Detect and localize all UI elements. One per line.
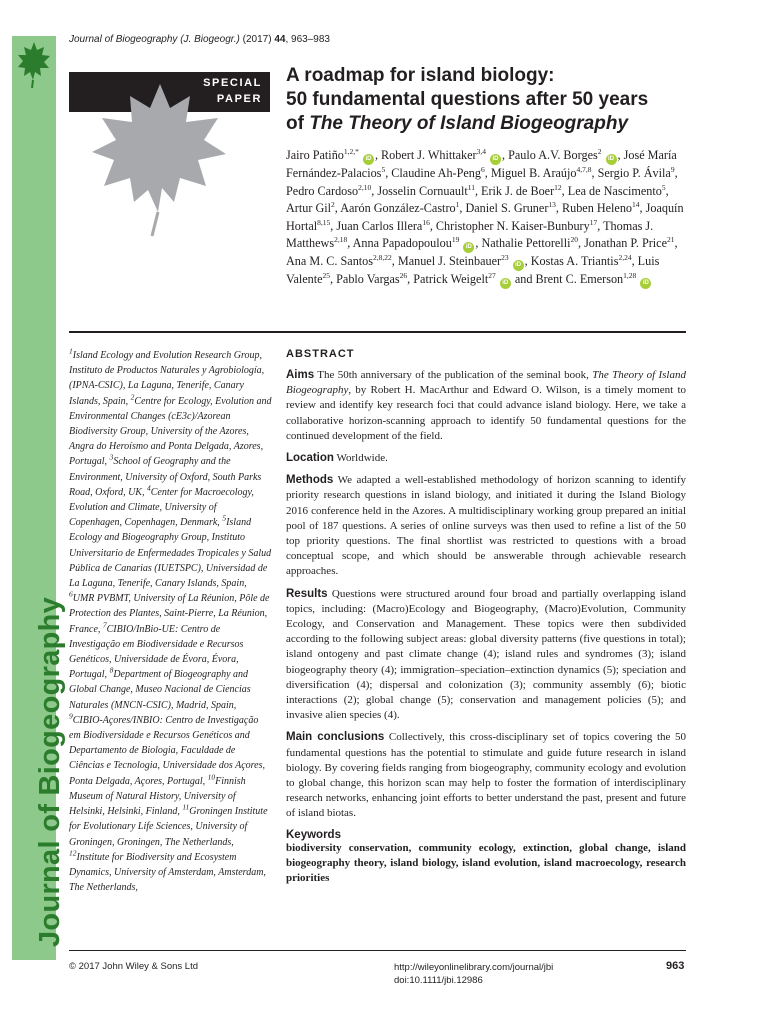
location-label: Location bbox=[286, 452, 334, 465]
author-affiliation-marker: 1 bbox=[455, 200, 460, 210]
author-name: Luis Valente bbox=[286, 254, 660, 287]
article-title bbox=[286, 64, 706, 136]
doi-link[interactable]: doi:10.1111/jbi.12986 bbox=[394, 975, 483, 986]
author-affiliation-marker: 3,4 bbox=[476, 146, 486, 156]
author-name: Anna Papadopoulou bbox=[352, 236, 452, 251]
affiliation-number: 6 bbox=[69, 589, 73, 599]
abstract-aims bbox=[286, 368, 686, 444]
footer-divider bbox=[69, 950, 686, 951]
orcid-icon[interactable]: iD bbox=[363, 154, 374, 165]
author-separator: and bbox=[511, 272, 536, 287]
citation-pages: , 963–983 bbox=[285, 34, 330, 45]
author-affiliation-marker: 16 bbox=[422, 217, 430, 227]
author-affiliation-marker: 19 bbox=[451, 235, 460, 245]
affiliation-text: CIBIO-Açores/INBIO: Centro de Investigação em Biodiversidade e Recursos Genéticos and Departamento de Biologia, Faculdade de Ciências e Tecnologia, Universidade dos Açores, Ponta Delgada, Açores, Portugal, bbox=[69, 714, 265, 787]
author-name: Robert J. Whittaker bbox=[381, 148, 477, 162]
abstract-methods bbox=[286, 473, 686, 579]
author-affiliation-marker: 8,15 bbox=[317, 217, 331, 227]
orcid-icon[interactable]: iD bbox=[500, 278, 511, 289]
author-affiliation-marker: 9 bbox=[670, 164, 675, 174]
author-affiliation-marker: 11 bbox=[467, 182, 475, 192]
copyright-notice: © 2017 John Wiley & Sons Ltd bbox=[69, 961, 198, 972]
author-separator: , bbox=[674, 166, 678, 180]
affiliation-number: 4 bbox=[146, 483, 151, 493]
author-name: Pablo Vargas bbox=[336, 272, 400, 287]
journal-url-link[interactable]: http://wileyonlinelibrary.com/journal/jbi bbox=[394, 962, 554, 973]
results-label: Results bbox=[286, 587, 328, 600]
keywords-list: biodiversity conservation, community ecology, extinction, global change, island biogeography theory, island biology, island evolution, island macroecology, research priorities bbox=[286, 841, 686, 885]
footer-links bbox=[394, 961, 553, 987]
affiliation-text: UMR PVBMT, University of La Réunion, Pôle de Protection des Plantes, Saint-Pierre, La Réunion, France, bbox=[69, 593, 270, 635]
abstract-section bbox=[286, 348, 686, 886]
aims-label: Aims bbox=[286, 369, 315, 381]
orcid-icon[interactable]: iD bbox=[490, 154, 501, 165]
author-affiliation-marker: 14 bbox=[632, 200, 640, 210]
author-affiliation-marker: 12 bbox=[554, 182, 562, 192]
author-name: Miguel B. Araújo bbox=[490, 166, 577, 180]
location-text: Worldwide. bbox=[333, 452, 388, 465]
affiliation-text: Island Ecology and Biogeography Group, Instituto Universitario de Enfermedades Tropicales y Salud Pública de Canarias (IUETSPC), Universidad de La Laguna, Tenerife, Canary Islands, Spain, bbox=[69, 517, 272, 590]
citation-year: (2017) bbox=[242, 34, 272, 45]
affiliation-text: Institute for Biodiversity and Ecosystem Dynamics, University of Amsterdam, Amsterdam, The Netherlands, bbox=[69, 851, 266, 894]
author-separator: , bbox=[330, 218, 337, 233]
author-affiliation-marker: 1,28 bbox=[623, 271, 637, 281]
author-affiliation-marker: 6 bbox=[481, 164, 485, 174]
author-name: Daniel S. Gruner bbox=[465, 201, 549, 216]
title-line-3-italic: The Theory of Island Biogeography bbox=[309, 113, 629, 134]
author-separator: , bbox=[665, 183, 669, 198]
affiliation-number: 11 bbox=[182, 802, 190, 812]
methods-text: We adapted a well-established methodology of horizon scanning to identify priority research questions in island biology, and initiated it during the Island Biology 2016 conference held in the Azores. A multidisciplinary working group prepared an initial pool of 187 questions. A series of online surveys was then used to refine a list of the 50 top priority questions. The final shortlist was restricted to questions with a broad conceptual scope, and which should be answerable through achievable research approaches. bbox=[286, 474, 686, 578]
author-separator: , bbox=[577, 236, 585, 251]
affiliation-text: School of Geography and the Environment, University of Oxford, South Parks Road, Oxford, UK, bbox=[69, 456, 262, 498]
affiliation-number: 9 bbox=[69, 711, 73, 721]
author-separator: , bbox=[631, 254, 638, 269]
affiliation-number: 7 bbox=[102, 620, 107, 630]
author-name: Lea de Nascimento bbox=[567, 183, 662, 198]
author-name: Christopher N. Kaiser-Bunbury bbox=[435, 218, 590, 233]
author-name: Thomas J. Matthews bbox=[286, 218, 654, 251]
author-affiliation-marker: 13 bbox=[548, 200, 556, 210]
author-name: Manuel J. Steinbauer bbox=[397, 254, 502, 269]
aims-text-1: The 50th anniversary of the publication of the seminal book, bbox=[314, 369, 593, 381]
author-name: José María Fernández-Palacios bbox=[286, 148, 677, 180]
abstract-heading: ABSTRACT bbox=[286, 348, 355, 360]
author-name: Ana M. C. Santos bbox=[286, 254, 374, 269]
author-name: Paulo A.V. Borges bbox=[508, 148, 598, 162]
author-name: Ruben Heleno bbox=[561, 201, 633, 216]
affiliation-number: 5 bbox=[222, 513, 227, 523]
special-paper-line1: SPECIAL bbox=[203, 77, 262, 89]
journal-citation bbox=[69, 34, 330, 45]
orcid-icon[interactable]: iD bbox=[463, 242, 474, 253]
author-separator: , bbox=[330, 272, 337, 287]
author-affiliation-marker: 2,24 bbox=[618, 253, 632, 263]
author-separator: , bbox=[555, 201, 562, 216]
sidebar-journal-title: Journal of Biogeography bbox=[34, 596, 66, 947]
author-separator: , bbox=[385, 166, 392, 180]
author-separator: , bbox=[475, 236, 482, 251]
author-name: Josselin Cornuault bbox=[377, 183, 468, 198]
author-name: Joaquín Hortal bbox=[286, 201, 684, 233]
title-line-1: A roadmap for island biology: bbox=[286, 65, 555, 86]
affiliation-text: Finnish Museum of Natural History, University of Helsinki, Helsinki, Finland, bbox=[69, 775, 246, 818]
abstract-conclusions bbox=[286, 730, 686, 821]
affiliation-number: 1 bbox=[69, 346, 73, 356]
leaf-logo-icon bbox=[16, 40, 52, 90]
author-name: Artur Gil bbox=[286, 201, 332, 216]
author-name: Juan Carlos Illera bbox=[336, 218, 423, 233]
author-affiliation-marker: 25 bbox=[322, 271, 331, 281]
author-separator: , bbox=[429, 218, 436, 233]
author-name: Pedro Cardoso bbox=[286, 183, 359, 198]
author-separator: , bbox=[674, 236, 678, 251]
title-line-2: 50 fundamental questions after 50 years bbox=[286, 89, 649, 110]
conclusions-label: Main conclusions bbox=[286, 731, 385, 744]
author-separator: , bbox=[474, 183, 482, 198]
affiliation-text: Centre for Ecology, Evolution and Environmental Changes (cE3c)/Azorean Biodiversity Group, University of the Azores, Angra do Heroísmo and Ponta Delgada, Azores, Portugal, bbox=[69, 395, 272, 468]
affiliation-text: Groningen Institute for Evolutionary Life Sciences, University of Groningen, Groningen, The Netherlands, bbox=[69, 806, 268, 848]
methods-label: Methods bbox=[286, 474, 334, 487]
affiliations-column bbox=[69, 348, 272, 895]
author-affiliation-marker: 2 bbox=[597, 146, 602, 156]
maple-leaf-icon bbox=[90, 78, 230, 238]
affiliation-text: Center for Macroecology, Evolution and Climate, University of Copenhagen, Copenhagen, Denmark, bbox=[69, 486, 254, 529]
affiliation-number: 2 bbox=[130, 392, 135, 402]
affiliation-number: 8 bbox=[109, 665, 114, 675]
author-separator: , bbox=[371, 183, 378, 198]
author-name: Patrick Weigelt bbox=[413, 272, 489, 287]
author-affiliation-marker: 5 bbox=[381, 164, 386, 174]
author-affiliation-marker: 2,10 bbox=[358, 182, 372, 192]
results-text: Questions were structured around four broad and partially overlapping island topics, including: (Macro)Ecology and Biogeography, (Macro)Evolution, Community Ecology, and Conservation and Management. These topics were then subdivided according to the following subject areas: global diversity patterns (five questions in total); island ontogeny and past climate change (4); island rules and syndromes (3); island biogeography theory (4); immigration–speciation–extinction dynamics (5); speciation and diversification (4); dispersal and colonization (3); community assembly (6); biotic interactions (2); global change (5); conservation and management policies (5); and invasive alien species (4). bbox=[286, 587, 686, 722]
author-separator: , bbox=[639, 201, 646, 216]
author-separator: , bbox=[347, 236, 353, 251]
author-list bbox=[286, 147, 686, 289]
author-separator: , bbox=[561, 183, 568, 198]
citation-journal: Journal of Biogeography bbox=[69, 34, 178, 45]
author-name: Nathalie Pettorelli bbox=[481, 236, 571, 251]
special-paper-line2: PAPER bbox=[216, 93, 262, 105]
author-separator: , bbox=[597, 218, 604, 233]
author-name: Erik J. de Boer bbox=[481, 183, 555, 198]
author-affiliation-marker: 2,8,22 bbox=[373, 253, 392, 263]
author-name: Brent C. Emerson bbox=[535, 272, 624, 287]
author-affiliation-marker: 27 bbox=[488, 271, 496, 281]
author-separator: , bbox=[591, 166, 598, 180]
author-affiliation-marker: 2,18 bbox=[334, 235, 348, 245]
author-separator: , bbox=[334, 201, 341, 216]
author-affiliation-marker: 17 bbox=[589, 217, 598, 227]
author-affiliation-marker: 21 bbox=[667, 235, 675, 245]
author-affiliation-marker: 2 bbox=[331, 200, 335, 210]
author-affiliation-marker: 1,2,* bbox=[343, 146, 359, 156]
orcid-icon[interactable]: iD bbox=[640, 278, 651, 289]
abstract-location bbox=[286, 451, 686, 466]
orcid-icon[interactable]: iD bbox=[513, 260, 524, 271]
author-affiliation-marker: 23 bbox=[501, 253, 509, 263]
author-name: Claudine Ah-Peng bbox=[391, 166, 481, 180]
abstract-results bbox=[286, 587, 686, 724]
orcid-icon[interactable]: iD bbox=[606, 154, 617, 165]
author-separator: , bbox=[459, 201, 466, 216]
keywords-heading: Keywords bbox=[286, 828, 341, 841]
page-number: 963 bbox=[666, 960, 685, 972]
affiliation-number: 10 bbox=[207, 772, 216, 782]
author-separator: , bbox=[407, 272, 414, 287]
affiliation-number: 12 bbox=[69, 848, 77, 858]
author-separator: , bbox=[617, 148, 624, 162]
affiliation-number: 3 bbox=[109, 453, 114, 463]
author-affiliation-marker: 5 bbox=[661, 182, 666, 192]
author-separator: , bbox=[524, 254, 531, 269]
author-separator: , bbox=[502, 148, 509, 162]
affiliation-text: Island Ecology and Evolution Research Group, Instituto de Productos Naturales y Agrobiología, (IPNA-CSIC), La Laguna, Tenerife, Canary Islands, Spain, bbox=[69, 350, 265, 407]
author-name: Sergio P. Ávila bbox=[597, 166, 671, 180]
conclusions-text: Collectively, this cross-disciplinary set of topics covering the 50 fundamental questions has the potential to stimulate and guide future research in island biology. By covering fields ranging from biogeography, community ecology and evolution to global change, this horizon scan may help to foster the formation of interdisciplinary research networks, enhancing joint efforts to better understand the past, present and future of island biotas. bbox=[286, 731, 686, 820]
author-separator: , bbox=[484, 166, 491, 180]
citation-abbrev: (J. Biogeogr.) bbox=[180, 34, 240, 45]
author-name: Kostas A. Triantis bbox=[530, 254, 619, 269]
affiliation-text: CIBIO/InBio-UE: Centro de Investigação em Biodiversidade e Recursos Genéticos, Universidade de Évora, Évora, Portugal, bbox=[69, 623, 244, 681]
citation-volume: 44 bbox=[274, 34, 286, 45]
author-affiliation-marker: 4,7,8 bbox=[576, 164, 592, 174]
title-line-3 bbox=[286, 112, 706, 136]
author-name: Jairo Patiño bbox=[286, 148, 344, 162]
author-affiliation-marker: 26 bbox=[399, 271, 408, 281]
author-separator: , bbox=[391, 254, 398, 269]
author-name: Jonathan P. Price bbox=[584, 236, 667, 251]
author-separator: , bbox=[374, 148, 382, 162]
title-line-3-prefix: of bbox=[286, 113, 310, 134]
author-name: Aarón González-Castro bbox=[340, 201, 456, 216]
header-divider bbox=[69, 331, 686, 333]
aims-text-2: , by Robert H. MacArthur and Edward O. Wilson, is a timely moment to review and identify key research foci that could advance island biology. Here, we take a collaborative horizon-scanning approach to identify 50 fundamental questions for the continued development of the field. bbox=[286, 384, 686, 442]
aims-book-title: The Theory of Island Biogeography bbox=[286, 369, 686, 397]
author-affiliation-marker: 20 bbox=[570, 235, 578, 245]
affiliation-text: Department of Biogeography and Global Change, Museo Nacional de Ciencias Naturales (MNCN-CSIC), Madrid, Spain, bbox=[69, 669, 251, 711]
